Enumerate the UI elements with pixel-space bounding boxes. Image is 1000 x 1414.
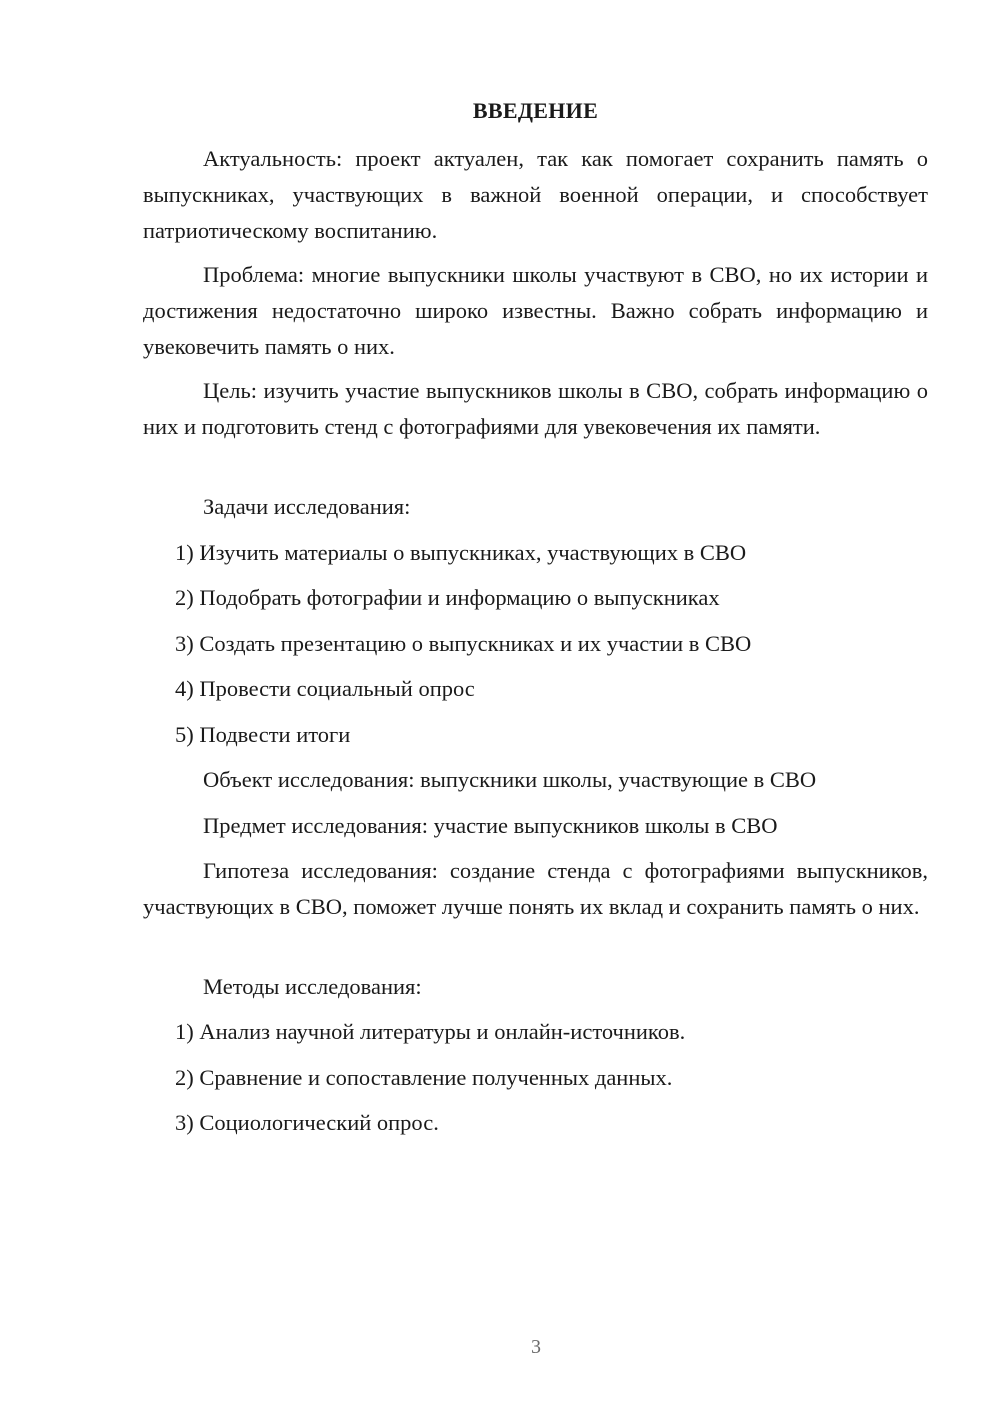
task-item: 3) Создать презентацию о выпускниках и их участии в СВО [175,631,752,656]
research-object: Объект исследования: выпускники школы, участвующие в СВО [203,767,817,792]
tasks-title: Задачи исследования: [203,494,411,519]
research-subject: Предмет исследования: участие выпускников школы в СВО [203,813,778,838]
method-item: 2) Сравнение и сопоставление полученных данных. [175,1065,673,1090]
hypothesis-paragraph: Гипотеза исследования: создание стенда с фотографиями выпускников, участвующих в СВО, поможет лучше понять их вклад и сохранить память о них. [143,858,928,919]
task-item: 2) Подобрать фотографии и информацию о выпускниках [175,585,720,610]
goal-paragraph: Цель: изучить участие выпускников школы в СВО, собрать информацию о них и подготовить стенд с фотографиями для увековечения их памяти. [143,378,928,439]
relevance-paragraph: Актуальность: проект актуален, так как помогает сохранить память о выпускниках, участвующих в важной военной операции, и способствует патриотическому воспитанию. [143,146,928,243]
method-item: 1) Анализ научной литературы и онлайн-источников. [175,1019,686,1044]
task-item: 5) Подвести итоги [175,722,351,747]
section-heading: ВВЕДЕНИЕ [472,98,599,123]
task-item: 1) Изучить материалы о выпускниках, участвующих в СВО [175,540,747,565]
methods-title: Методы исследования: [203,974,422,999]
page-number: 3 [531,1336,541,1358]
method-item: 3) Социологический опрос. [175,1110,439,1135]
task-item: 4) Провести социальный опрос [175,676,475,701]
problem-paragraph: Проблема: многие выпускники школы участвуют в СВО, но их истории и достижения недостаточно широко известны. Важно собрать информацию и увековечить память о них. [143,262,928,359]
